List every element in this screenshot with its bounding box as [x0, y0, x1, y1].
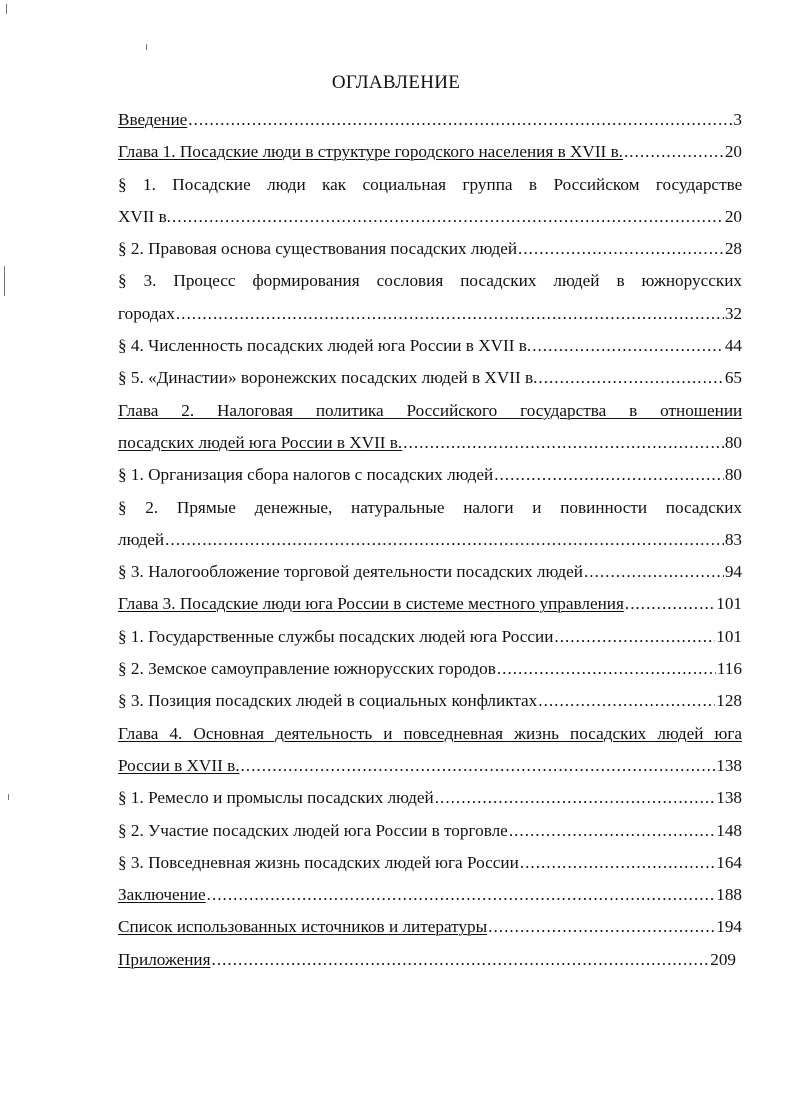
toc-entry-title: § 2. Участие посадских людей юга России в торговле	[118, 820, 508, 840]
toc-entry-section-4-3[interactable]	[118, 847, 742, 879]
toc-entry-page: 116	[716, 659, 742, 679]
page-title: ОГЛАВЛЕНИЕ	[331, 72, 461, 93]
dot-leader	[497, 653, 716, 685]
toc-entry-title: § 3. Повседневная жизнь посадских людей юга России	[118, 852, 519, 872]
toc-entry-title: Глава 3. Посадские люди юга России в системе местного управления	[118, 594, 624, 614]
dot-leader	[207, 879, 716, 911]
dot-leader	[494, 459, 724, 491]
toc-entry-page: 80	[724, 432, 742, 452]
toc-entry-page: 138	[716, 788, 742, 808]
toc-entry-title: XVII в.	[118, 206, 171, 226]
toc-entry-page: 128	[716, 691, 742, 711]
toc-entry-chapter-2[interactable]	[118, 427, 742, 459]
dot-leader	[624, 136, 724, 168]
dot-leader	[538, 362, 723, 394]
toc-entry-page: 188	[716, 885, 742, 905]
toc-entry-page: 101	[716, 626, 742, 646]
dot-leader	[241, 750, 716, 782]
toc-entry-title: § 1. Организация сбора налогов с посадских людей	[118, 465, 494, 485]
dot-leader	[172, 201, 724, 233]
toc-entry-section-4-2[interactable]	[118, 815, 742, 847]
dot-leader	[625, 588, 715, 620]
toc-entry-section-1-5[interactable]	[118, 362, 742, 394]
toc-entry-title: § 1. Государственные службы посадских людей юга России	[118, 626, 554, 646]
toc-entry-page: 32	[724, 303, 742, 323]
scan-mark	[146, 44, 147, 50]
toc-entry-section-1-2[interactable]	[118, 233, 742, 265]
toc-entry-title: городах	[118, 303, 175, 323]
dot-leader	[488, 911, 715, 943]
toc-entry-title: § 1. Ремесло и промыслы посадских людей	[118, 788, 434, 808]
toc-entry-title: людей	[118, 529, 165, 549]
toc-entry-page: 101	[716, 594, 742, 614]
scan-mark	[8, 794, 9, 800]
toc-entry-page: 80	[724, 465, 742, 485]
toc-entry-page: 83	[724, 529, 742, 549]
toc-entry-page: 164	[716, 852, 742, 872]
toc-entry-bibliography[interactable]	[118, 911, 742, 943]
dot-leader	[518, 233, 724, 265]
toc-entry-page: 94	[724, 562, 742, 582]
toc-entry-page: 194	[716, 917, 742, 937]
dot-leader	[538, 685, 715, 717]
toc-entry-section-2-1[interactable]	[118, 459, 742, 491]
toc-entry-title: § 5. «Династии» воронежских посадских людей в XVII в.	[118, 368, 538, 388]
toc-entry-line: § 2. Прямые денежные, натуральные налоги и повинности посадских	[118, 497, 742, 517]
dot-leader	[435, 782, 716, 814]
dot-leader	[584, 556, 724, 588]
toc-entry-line	[118, 718, 742, 750]
toc-entry-section-4-1[interactable]	[118, 782, 742, 814]
scan-mark	[4, 266, 5, 296]
toc-entry-page: 20	[724, 142, 742, 162]
dot-leader	[554, 621, 715, 653]
dot-leader	[509, 815, 715, 847]
toc-entry-title: Глава 2. Налоговая политика Российского государства в отношении	[118, 400, 742, 420]
toc-entry-appendices[interactable]	[118, 944, 736, 976]
toc-entry-page: 3	[733, 110, 742, 129]
toc-entry-section-3-2[interactable]	[118, 653, 742, 685]
toc-entry-section-1-4[interactable]	[118, 330, 742, 362]
toc-entry-section-1-1[interactable]	[118, 201, 742, 233]
toc-entry-page: 20	[724, 206, 742, 226]
dot-leader	[212, 944, 710, 976]
toc-entry-chapter-1[interactable]	[118, 136, 742, 168]
toc-entry-title: Список использованных источников и литературы	[118, 917, 488, 937]
dot-leader	[532, 330, 724, 362]
toc-entry-title: § 2. Правовая основа существования посадских людей	[118, 239, 518, 259]
toc-entry-title: § 2. Земское самоуправление южнорусских городов	[118, 659, 496, 679]
toc-entry-title: посадских людей юга России в XVII в.	[118, 432, 403, 452]
toc-entry-title: Глава 4. Основная деятельность и повседневная жизнь посадских людей юга	[118, 723, 742, 743]
scan-mark	[6, 4, 7, 14]
toc-entry-section-3-3[interactable]	[118, 685, 742, 717]
toc-entry-title: § 4. Численность посадских людей юга России в XVII в.	[118, 336, 532, 356]
toc-entry-title: Введение	[118, 110, 188, 129]
dot-leader	[176, 298, 724, 330]
toc-entry-chapter-4[interactable]	[118, 750, 742, 782]
toc-entry-line: § 3. Процесс формирования сословия посадских людей в южнорусских	[118, 271, 742, 291]
toc-entry-title: Глава 1. Посадские люди в структуре городского населения в XVII в.	[118, 142, 623, 162]
toc-entry-page: 65	[724, 368, 742, 388]
table-of-contents	[118, 104, 742, 976]
toc-entry-page: 209	[710, 949, 736, 969]
toc-entry-conclusion[interactable]	[118, 879, 742, 911]
toc-entry-introduction[interactable]	[118, 104, 742, 136]
dot-leader	[520, 847, 715, 879]
toc-entry-title: § 3. Позиция посадских людей в социальных конфликтах	[118, 691, 538, 711]
toc-entry-section-2-2[interactable]	[118, 524, 742, 556]
toc-entry-chapter-3[interactable]	[118, 588, 742, 620]
toc-entry-section-1-3[interactable]	[118, 298, 742, 330]
toc-entry-title: Заключение	[118, 885, 206, 905]
toc-entry-page: 148	[716, 820, 742, 840]
toc-entry-page: 138	[716, 755, 742, 775]
toc-entry-page: 28	[724, 239, 742, 259]
toc-entry-title: России в XVII в.	[118, 755, 240, 775]
toc-entry-title: Приложения	[118, 949, 211, 969]
toc-entry-page: 44	[724, 336, 742, 356]
toc-entry-title: § 3. Налогообложение торговой деятельности посадских людей	[118, 562, 583, 582]
toc-entry-line	[118, 395, 742, 427]
toc-entry-line: § 1. Посадские люди как социальная группа в Российском государстве	[118, 174, 742, 194]
toc-entry-section-2-3[interactable]	[118, 556, 742, 588]
toc-entry-section-3-1[interactable]	[118, 621, 742, 653]
dot-leader	[165, 524, 724, 556]
dot-leader	[403, 427, 724, 459]
dot-leader	[188, 104, 732, 136]
